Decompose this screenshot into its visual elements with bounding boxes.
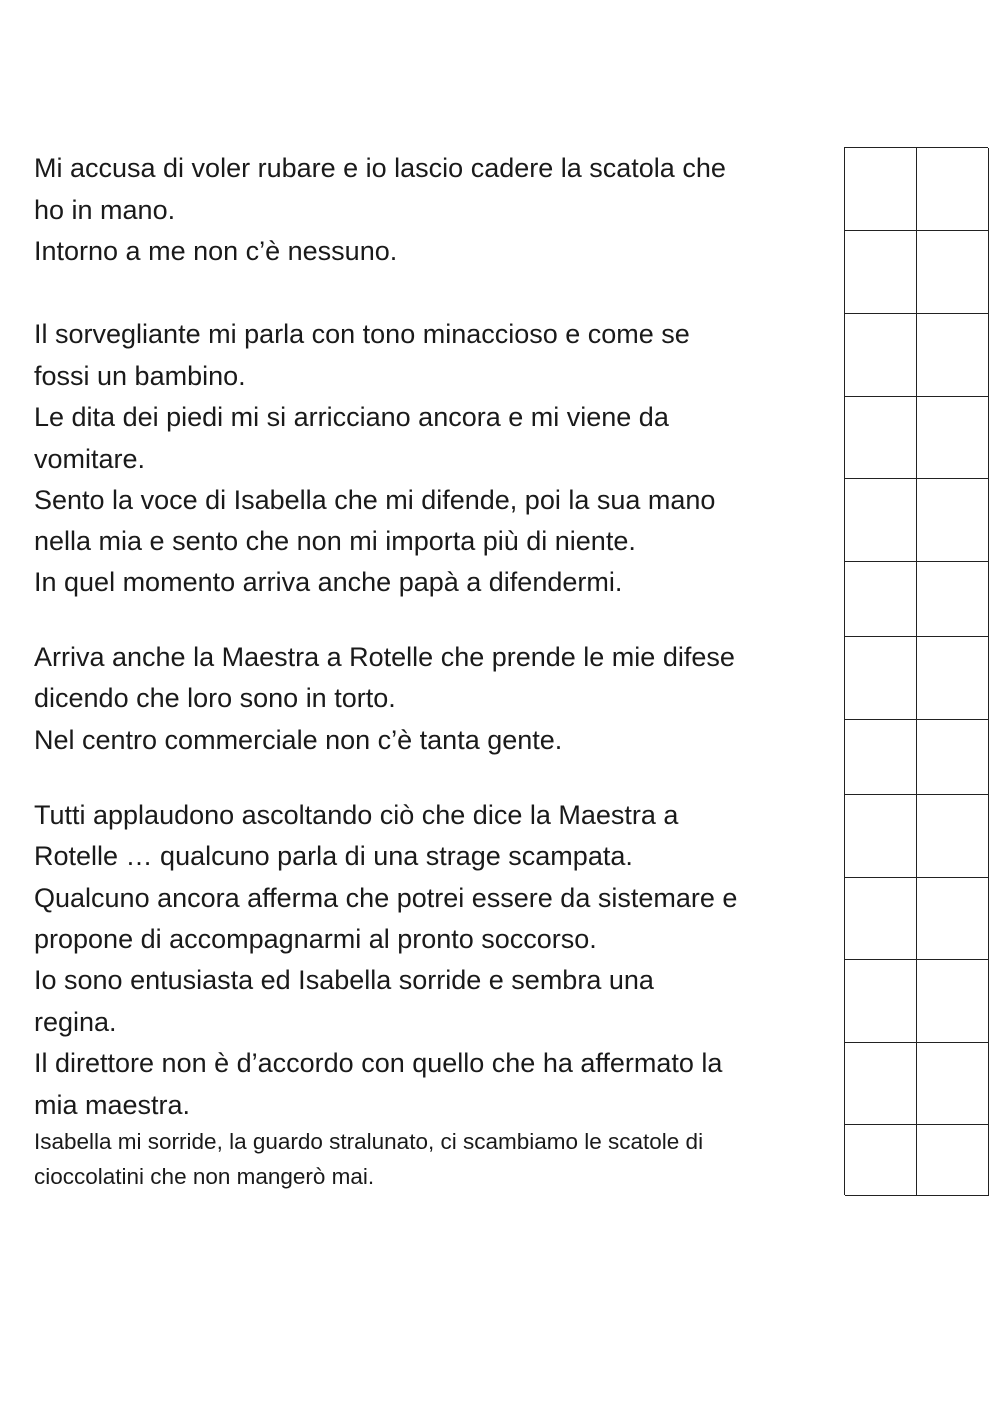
answer-cell-row-9-col-1[interactable] (845, 795, 917, 878)
sentence-7-line-2: dicendo che loro sono in torto. (34, 683, 396, 713)
sentence-8-line-1: Nel centro commerciale non c’è tanta gente. (34, 725, 563, 755)
sentence-7-line-1: Arriva anche la Maestra a Rotelle che prende le mie difese (34, 642, 735, 672)
answer-cell-row-12-col-2[interactable] (917, 1043, 989, 1125)
sentence-13-line-1: Isabella mi sorride, la guardo stralunato, ci scambiamo le scatole di (34, 1129, 704, 1154)
answer-cell-row-12-col-1[interactable] (845, 1043, 917, 1125)
answer-cell-row-2-col-1[interactable] (845, 231, 917, 314)
answer-cell-row-3-col-2[interactable] (917, 314, 989, 397)
sentence-9-line-1: Tutti applaudono ascoltando ciò che dice la Maestra a (34, 800, 679, 830)
answer-cell-row-13-col-2[interactable] (917, 1125, 989, 1196)
answer-cell-row-4-col-1[interactable] (845, 397, 917, 479)
sentence-1-line-1: Mi accusa di voler rubare e io lascio cadere la scatola che (34, 153, 726, 183)
answer-cell-row-1-col-1[interactable] (845, 148, 917, 231)
answer-cell-row-10-col-2[interactable] (917, 878, 989, 960)
answer-cell-row-5-col-1[interactable] (845, 479, 917, 562)
answer-cell-row-7-col-2[interactable] (917, 637, 989, 720)
answer-cell-row-2-col-2[interactable] (917, 231, 989, 314)
sentence-3-line-2: fossi un bambino. (34, 361, 246, 391)
answer-grid (844, 147, 988, 1195)
answer-cell-row-8-col-1[interactable] (845, 720, 917, 795)
answer-cell-row-9-col-2[interactable] (917, 795, 989, 878)
answer-cell-row-4-col-2[interactable] (917, 397, 989, 479)
sentence-1-line-2: ho in mano. (34, 195, 176, 225)
sentence-3-line-1: Il sorvegliante mi parla con tono minaccioso e come se (34, 319, 690, 349)
answer-cell-row-6-col-1[interactable] (845, 562, 917, 637)
sentence-2-line-1: Intorno a me non c’è nessuno. (34, 236, 398, 266)
sentence-11-line-1: Io sono entusiasta ed Isabella sorride e sembra una (34, 965, 654, 995)
sentence-5-line-1: Sento la voce di Isabella che mi difende, poi la sua mano (34, 485, 716, 515)
sentence-4-line-1: Le dita dei piedi mi si arricciano ancora e mi viene da (34, 402, 669, 432)
answer-cell-row-13-col-1[interactable] (845, 1125, 917, 1196)
answer-cell-row-11-col-2[interactable] (917, 960, 989, 1043)
sentence-5-line-2: nella mia e sento che non mi importa più di niente. (34, 526, 636, 556)
answer-cell-row-11-col-1[interactable] (845, 960, 917, 1043)
sentence-9-line-2: Rotelle … qualcuno parla di una strage scampata. (34, 841, 633, 871)
sentence-12-line-2: mia maestra. (34, 1090, 191, 1120)
answer-cell-row-10-col-1[interactable] (845, 878, 917, 960)
answer-cell-row-3-col-1[interactable] (845, 314, 917, 397)
answer-cell-row-6-col-2[interactable] (917, 562, 989, 637)
sentence-4-line-2: vomitare. (34, 444, 146, 474)
sentence-12-line-1: Il direttore non è d’accordo con quello che ha affermato la (34, 1048, 723, 1078)
answer-cell-row-7-col-1[interactable] (845, 637, 917, 720)
sentence-10-line-2: propone di accompagnarmi al pronto soccorso. (34, 924, 597, 954)
answer-cell-row-1-col-2[interactable] (917, 148, 989, 231)
answer-cell-row-5-col-2[interactable] (917, 479, 989, 562)
answer-cell-row-8-col-2[interactable] (917, 720, 989, 795)
sentence-10-line-1: Qualcuno ancora afferma che potrei essere da sistemare e (34, 883, 738, 913)
sentence-6-line-1: In quel momento arriva anche papà a difendermi. (34, 567, 623, 597)
sentence-13-line-2: cioccolatini che non mangerò mai. (34, 1164, 375, 1189)
sentence-11-line-2: regina. (34, 1007, 117, 1037)
